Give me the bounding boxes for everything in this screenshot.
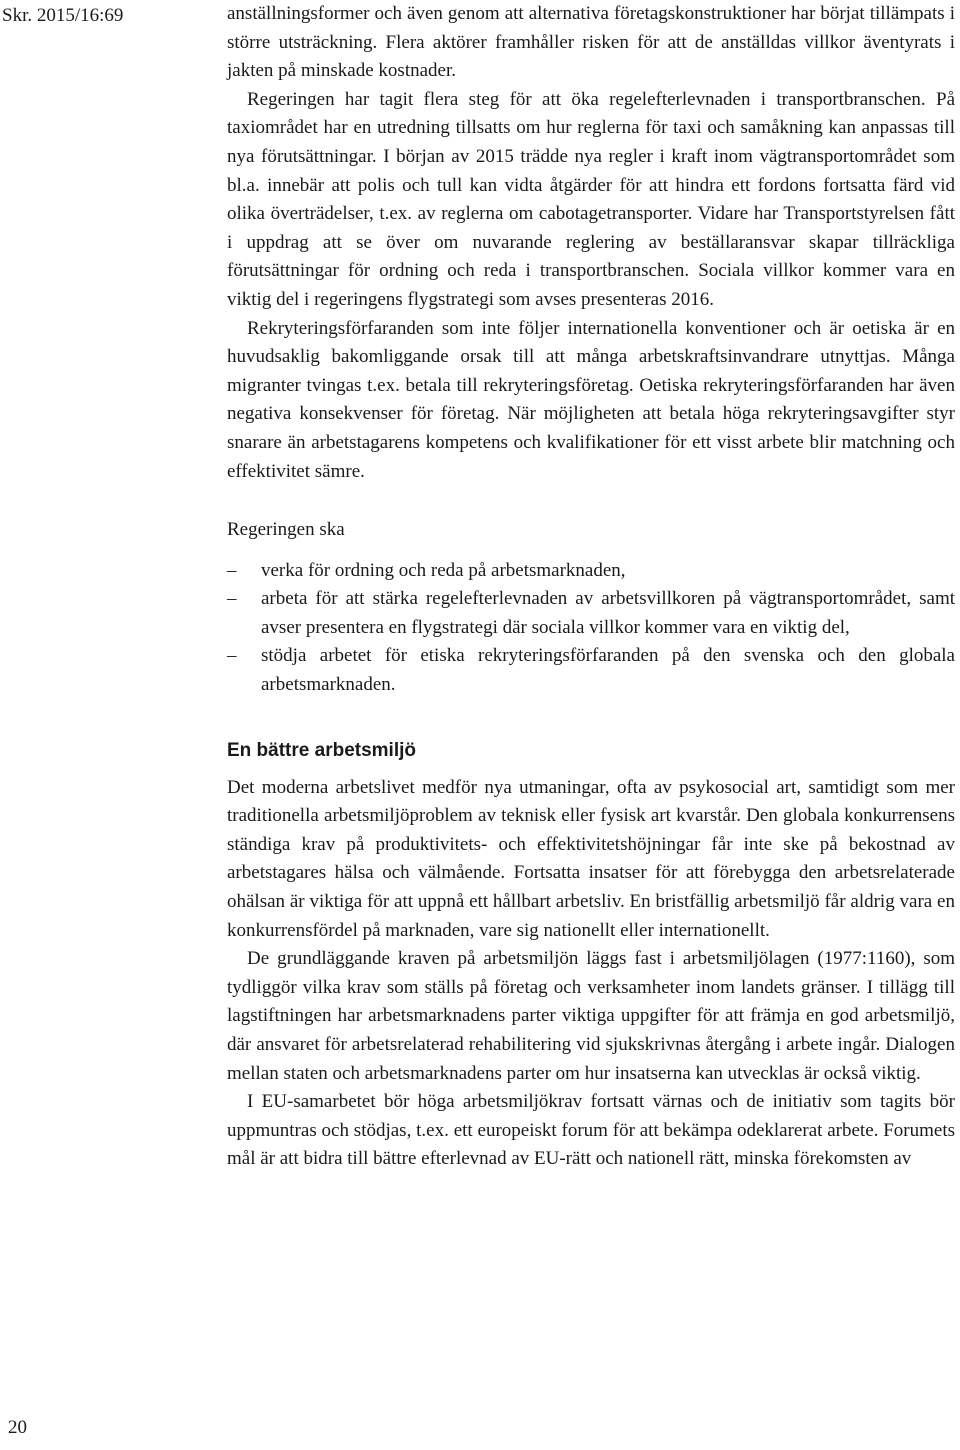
list-item — [227, 642, 955, 699]
section-heading: En bättre arbetsmiljö — [227, 739, 416, 761]
government-actions-list — [227, 557, 955, 700]
paragraph-intro-continuation: anställningsformer och även genom att alternativa företagskonstruktioner har börjat tillämpats i större utsträckning. Flera aktörer framhåller risken för att de anställdas villkor äventyrats i jakten på minskade kostnader. — [227, 3, 955, 82]
paragraph-eu-cooperation: I EU-samarbetet bör höga arbetsmiljökrav fortsatt värnas och de initiativ som tagits bör uppmuntras och stödjas, t.ex. ett europeiskt forum för att bekämpa odeklarerat arbete. Forumets mål är att bidra till bättre efterlevnad av EU-rätt och nationell rätt, minska förekomsten av — [227, 1091, 955, 1170]
list-item — [227, 585, 955, 642]
paragraph-recruitment: Rekryteringsförfaranden som inte följer internationella konventioner och är oetiska är en huvudsaklig bakomliggande orsak till att många arbetskraftsinvandrare utnyttjas. Många migranter tvingas t.ex. betala till rekryteringsföretag. Oetiska rekryteringsförfaranden har även negativa konsekvenser för företag. När möjligheten att betala höga rekryteringsavgifter styr snarare än arbetstagarens kompetens och kvalifikationer för ett visst arbete blir matchning och effektivitet sämre. — [227, 317, 955, 482]
paragraph-work-environment-law: De grundläggande kraven på arbetsmiljön läggs fast i arbetsmiljölagen (1977:1160), som tydliggör vilka krav som ställs på företag och verksamheter inom landets gränser. I tillägg till lagstiftningen har arbetsmarknadens parter viktiga uppgifter för att främja en god arbetsmiljö, där ansvaret för arbetsrelaterad rehabilitering vid sjukskrivnas återgång i arbete ingår. Dialogen mellan staten och arbetsmarknadens parter om hur insatserna kan utvecklas är också viktig. — [227, 948, 955, 1084]
list-item — [227, 557, 955, 586]
dash-bullet: – — [227, 559, 237, 581]
dash-bullet: – — [227, 588, 237, 610]
list-item-text: verka för ordning och reda på arbetsmarknaden, — [261, 559, 626, 581]
paragraph-work-environment: Det moderna arbetslivet medför nya utmaningar, ofta av psykosocial art, samtidigt som mer traditionella arbetsmiljöproblem av teknisk eller fysisk art kvarstår. Den globala konkurrensens ständiga krav på produktivitets- och effektivitetshöjningar får inte ske på bekostnad av arbetstagares hälsa och välmående. Fortsatta insatser för att förebygga den arbetsrelaterade ohälsan är viktiga för att uppnå ett hållbart arbetsliv. En bristfällig arbetsmiljö får aldrig vara en konkurrensfördel på marknaden, vare sig nationellt eller internationellt. — [227, 776, 955, 941]
page-body — [227, 0, 955, 1174]
government-list-lead-in: Regeringen ska — [227, 519, 345, 541]
paragraph-transport-rules: Regeringen har tagit flera steg för att öka regelefterlevnaden i transportbranschen. På taxiområdet har en utredning tillsatts om hur reglerna för taxi och samåkning kan anpassas till nya förutsättningar. I början av 2015 trädde nya regler i kraft inom vägtransportområdet som bl.a. innebär att polis och tull kan vidta åtgärder för att hindra ett fordons fortsatta färd vid olika överträdelser, t.ex. av reglerna om cabotagetransporter. Vidare har Transportstyrelsen fått i uppdrag att se över om nuvarande reglering av beställaransvar skapar tillräckliga förutsättningar för ordning och reda i transportbranschen. Sociala villkor kommer vara en viktig del i regeringens flygstrategi som avses presenteras 2016. — [227, 88, 955, 310]
list-item-text: stödja arbetet för etiska rekryteringsförfaranden på den svenska och den globala arbetsmarknaden. — [261, 645, 955, 696]
page-number: 20 — [8, 1417, 27, 1438]
list-item-text: arbeta för att stärka regelefterlevnaden av arbetsvillkoren på vägtransportområdet, samt avser presentera en flygstrategi där sociala villkor kommer vara en viktig del, — [261, 588, 955, 638]
dash-bullet: – — [227, 645, 237, 667]
document-reference: Skr. 2015/16:69 — [2, 5, 124, 26]
